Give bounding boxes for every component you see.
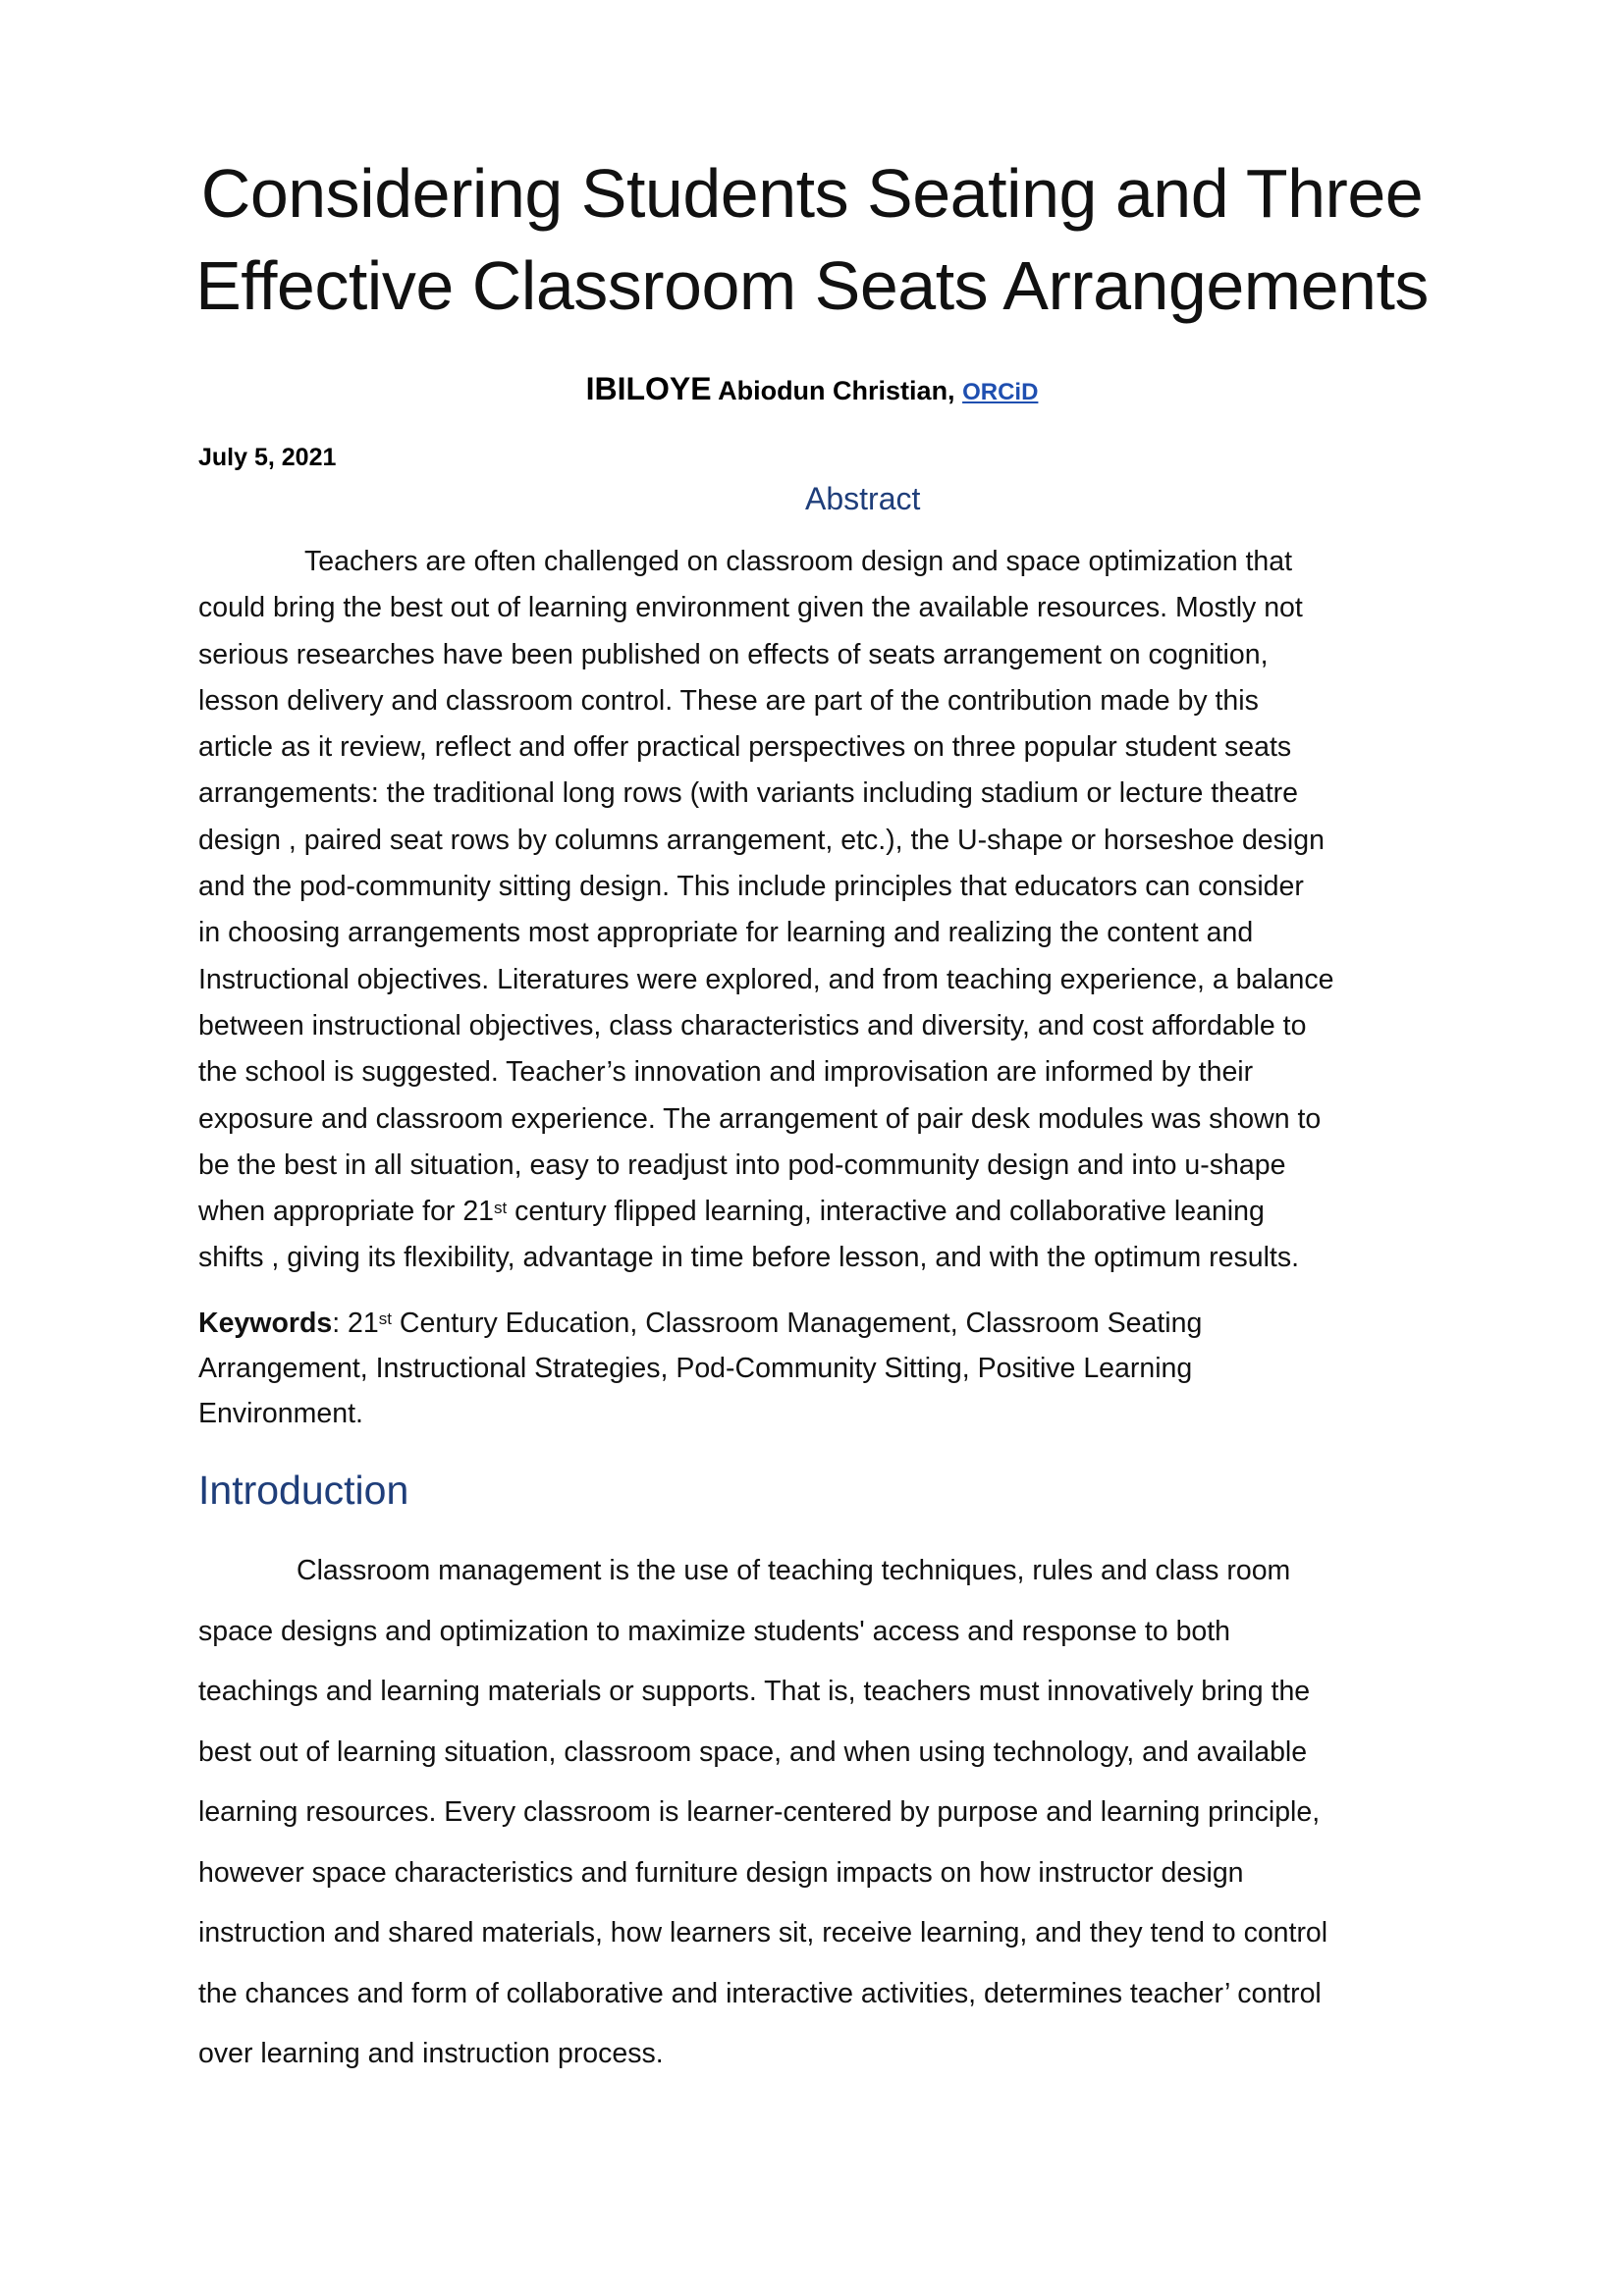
author-line — [0, 371, 1624, 410]
abstract-text: when appropriate for 21 — [198, 1196, 495, 1228]
introduction-line: the chances and form of collaborative and interactive activities, determines teacher’ control — [198, 1977, 1322, 2009]
author-given-name: Abiodun Christian, — [711, 376, 955, 405]
abstract-line: be the best in all situation, easy to readjust into pod-community design and into u-shape — [198, 1148, 1286, 1181]
keywords-line — [198, 1301, 1435, 1346]
abstract-text: century flipped learning, interactive and collaborative leaning — [507, 1196, 1265, 1228]
abstract-line: in choosing arrangements most appropriate for learning and realizing the content and — [198, 917, 1254, 949]
abstract-line: the school is suggested. Teacher’s innovation and improvisation are informed by their — [198, 1056, 1254, 1089]
keywords-line: Environment. — [198, 1398, 363, 1429]
keywords-text: Century Education, Classroom Management, Classroom Seating — [392, 1308, 1203, 1339]
superscript: st — [378, 1309, 392, 1328]
keywords-label: Keywords — [198, 1308, 333, 1339]
introduction-line: teachings and learning materials or supports. That is, teachers must innovatively bring the — [198, 1676, 1311, 1707]
publication-date: July 5, 2021 — [198, 444, 337, 471]
keywords-block — [198, 1301, 1435, 1436]
abstract-line: could bring the best out of learning environment given the available resources. Mostly not — [198, 592, 1303, 624]
introduction-body — [198, 1541, 1445, 2085]
title-line: Considering Students Seating and Three — [200, 155, 1424, 232]
author-surname: IBILOYE — [585, 371, 712, 406]
abstract-line — [198, 1189, 1435, 1235]
title-line: Effective Classroom Seats Arrangements — [195, 247, 1429, 324]
superscript: st — [494, 1199, 508, 1218]
abstract-line: article as it review, reflect and offer practical perspectives on three popular student seats — [198, 731, 1292, 764]
introduction-line: Classroom management is the use of teaching techniques, rules and class room — [297, 1555, 1291, 1586]
abstract-line: and the pod-community sitting design. This include principles that educators can consider — [198, 871, 1304, 903]
abstract-line: serious researches have been published on effects of seats arrangement on cognition, — [198, 638, 1269, 670]
abstract-line: arrangements: the traditional long rows (with variants including stadium or lecture theatre — [198, 777, 1298, 810]
abstract-line: Teachers are often challenged on classroom design and space optimization that — [304, 546, 1293, 577]
introduction-line: learning resources. Every classroom is learner-centered by purpose and learning principle, — [198, 1796, 1321, 1828]
abstract-line: design , paired seat rows by columns arrangement, etc.), the U-shape or horseshoe design — [198, 824, 1325, 856]
abstract-body — [198, 539, 1435, 1282]
abstract-line: exposure and classroom experience. The arrangement of pair desk modules was shown to — [198, 1102, 1322, 1135]
keywords-line: Arrangement, Instructional Strategies, Pod-Community Sitting, Positive Learning — [198, 1353, 1193, 1384]
keywords-text: : 21 — [332, 1308, 379, 1339]
orcid-link[interactable]: ORCiD — [962, 379, 1039, 405]
abstract-line: lesson delivery and classroom control. These are part of the contribution made by this — [198, 684, 1259, 717]
introduction-line: instruction and shared materials, how learners sit, receive learning, and they tend to control — [198, 1917, 1328, 1949]
introduction-line: over learning and instruction process. — [198, 2038, 664, 2069]
abstract-line: Instructional objectives. Literatures were explored, and from teaching experience, a balance — [198, 963, 1334, 995]
introduction-line: best out of learning situation, classroom space, and when using technology, and available — [198, 1735, 1308, 1768]
introduction-line: space designs and optimization to maximize students' access and response to both — [198, 1615, 1231, 1647]
introduction-heading: Introduction — [198, 1468, 409, 1513]
paper-title — [147, 147, 1477, 332]
abstract-line: between instructional objectives, class characteristics and diversity, and cost affordable to — [198, 1009, 1307, 1041]
abstract-heading: Abstract — [805, 481, 921, 516]
abstract-line: shifts , giving its flexibility, advantage in time before lesson, and with the optimum results. — [198, 1242, 1300, 1274]
introduction-line: however space characteristics and furniture design impacts on how instructor design — [198, 1856, 1244, 1889]
